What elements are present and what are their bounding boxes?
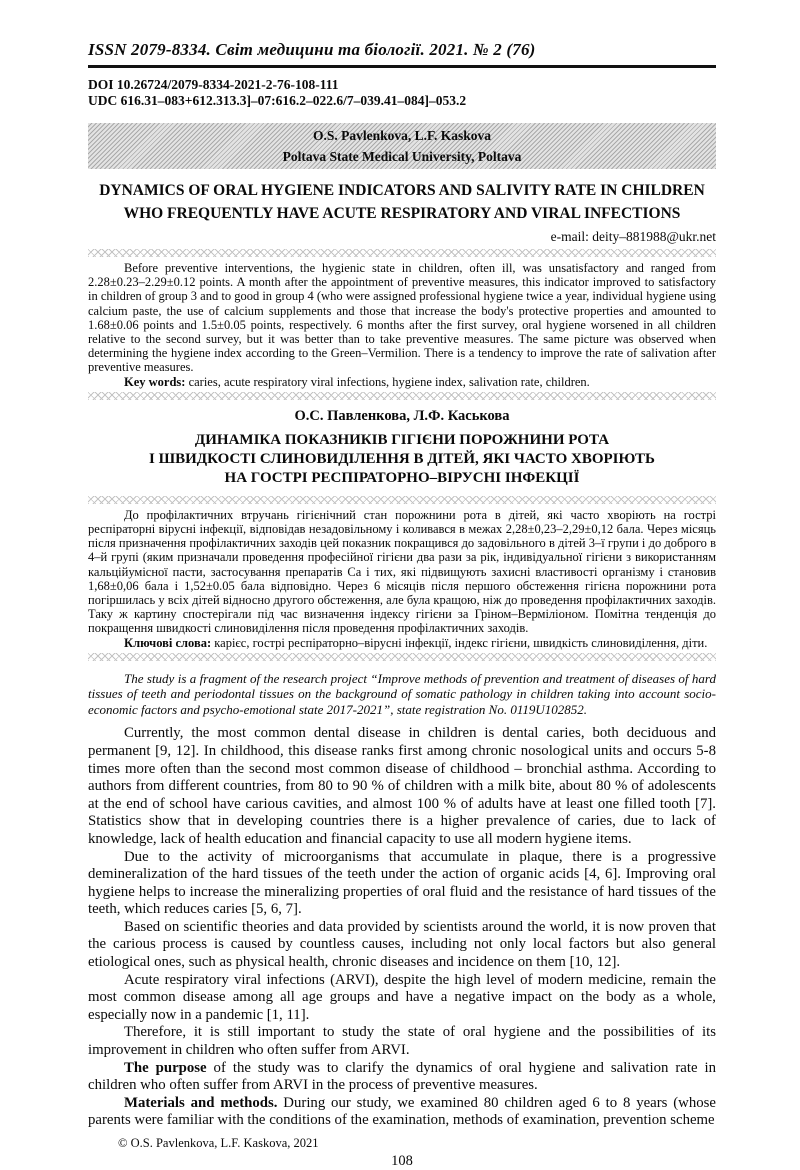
paragraph-lead: Materials and methods. <box>124 1094 278 1111</box>
zigzag-divider <box>88 392 716 400</box>
authors-ua: О.С. Павленкова, Л.Ф. Каськова <box>294 407 510 424</box>
paragraph-text: of the study was to clarify the dynamics of oral hygiene and salivation rate in children who often suffer from ARVI in the process of preventive measures. <box>88 1059 716 1094</box>
keywords-ua-text: карієс, гострі респіраторно–вірусні інфекції, індекс гігієни, швидкість слиновиділення, діти. <box>211 635 708 650</box>
affiliation-en: Poltava State Medical University, Poltava <box>282 149 522 164</box>
journal-running-head: ISSN 2079-8334. Світ медицини та біології. 2021. № 2 (76) <box>88 40 716 68</box>
title-ua-line: ДИНАМІКА ПОКАЗНИКІВ ГІГІЄНИ ПОРОЖНИНИ РОТА <box>194 431 610 448</box>
paragraph <box>88 972 716 1025</box>
keywords-en-text: caries, acute respiratory viral infections, hygiene index, salivation rate, children. <box>185 374 590 389</box>
paragraph-text: Currently, the most common dental disease in children is dental caries, both deciduous and permanent [9, 12]. In childhood, this disease ranks first among chronic nosological units and occurs 5-8 times more often than the second most common disease of childhood – bronchial asthma. According to authors from different countries, from 80 to 90 % of children with a milk bite, about 80 % of adolescents at the end of school have carious cavities, and almost 100 % of adults have at least one filled tooth [7]. Statistics show that in developing countries there is a higher prevalence of caries, due to lack of knowledge, lack of health education and financial capacity to use all modern hygiene items. <box>88 725 716 847</box>
paragraph-text: During our study, we examined 80 children aged 6 to 8 years (whose parents were familiar with the conditions of the examination, methods of examination, prevention scheme <box>88 1094 716 1129</box>
abstract-ua-text: До профілактичних втручань гігієнічний стан порожнини рота в дітей, які часто хворіють на гострі респіраторні вірусні інфекції, відповідав незадовільному і коливався в межах 2,28±0,23–2,29±0,12 бала. Через місяць після призначення профілактичних заходів цей показник покращився до задовільного в дітей 3–ї групи і до доброго в 4–й групі (яким призначали проведення професійної гігієни два рази за рік, індивідуальної гігієни з використанням кальційумісної пасти, застосування препаратів Са і тих, які підвищують захисні властивості організму і становив 1,68±0,06 бала і 1,52±0.05 бала відповідно. Через 6 місяців після першого обстеження гігієна порожнини рота погіршилась у всіх дітей відносно другого обстеження, але була кращою, ніж до проведення профілактичних заходів. Таку ж картину спостерігали під час визначення індексу гігієни за Гріном–Верміліоном. Помітна тенденція до покращення швидкості слиновиділення після проведення профілактичних заходів. <box>88 507 716 636</box>
paragraph <box>88 919 716 972</box>
keywords-ua-line <box>88 636 716 650</box>
copyright-line: © O.S. Pavlenkova, L.F. Kaskova, 2021 <box>118 1136 319 1151</box>
paragraph-text: Based on scientific theories and data provided by scientists around the world, it is now proven that the carious process is caused by countless causes, including not only local factors but also general etiological ones, such as physical health, chronic diseases and incidence on them [10, 12]. <box>88 918 716 971</box>
zigzag-divider <box>88 496 716 504</box>
keywords-ua-label: Ключові слова: <box>124 635 212 650</box>
udc-line: UDC 616.31–083+612.313.3]–07:616.2–022.6/7–039.41–084]–053.2 <box>88 92 467 108</box>
article-body <box>88 725 716 1130</box>
keywords-en-line <box>88 375 716 389</box>
doi-line: DOI 10.26724/2079-8334-2021-2-76-108-111 <box>88 77 339 92</box>
paragraph-text: Therefore, it is still important to study the state of oral hygiene and the possibilities of its improvement in children who often suffer from ARVI. <box>88 1024 716 1059</box>
paragraph-text: Acute respiratory viral infections (ARVI), despite the high level of modern medicine, remain the most common disease among all age groups and have a negative impact on the body as a whole, especially now in a pandemic [1, 11]. <box>88 971 716 1023</box>
paragraph-lead: The purpose <box>124 1059 207 1076</box>
paragraph <box>88 1024 716 1059</box>
abstract-ua <box>88 508 716 636</box>
authors-affiliation-box <box>88 123 716 169</box>
zigzag-divider <box>88 653 716 661</box>
article-title-en: DYNAMICS OF ORAL HYGIENE INDICATORS AND SALIVITY RATE IN CHILDREN WHO FREQUENTLY HAVE ACUTE RESPIRATORY AND VIRAL INFECTIONS <box>99 182 705 222</box>
title-ua-line: НА ГОСТРІ РЕСПІРАТОРНО–ВІРУСНІ ІНФЕКЦІЇ <box>224 469 580 486</box>
title-ua-line: І ШВИДКОСТІ СЛИНОВИДІЛЕННЯ В ДІТЕЙ, ЯКІ ЧАСТО ХВОРІЮТЬ <box>149 450 655 467</box>
paragraph <box>88 849 716 919</box>
authors-en: O.S. Pavlenkova, L.F. Kaskova <box>312 128 492 143</box>
paragraph <box>88 725 716 848</box>
paragraph <box>88 1095 716 1130</box>
abstract-en-text: Before preventive interventions, the hygienic state in children, often ill, was unsatisfactory and ranged from 2.28±0.23–2.29±0.12 points. A month after the appointment of preventive measures, this indicator improved to satisfactory in children of group 3 and to good in group 4 (who were assigned professional hygiene twice a year, individual hygiene using calcium paste, the use of calcium supplements and those that increase the body's protective properties and amounted to 1.68±0.06 points and 1.5±0.05 points, respectively. 6 months after the first survey, oral hygiene worsened in all children relative to the second survey, but it was better than to take preventive measures. The same picture was observed when determining the hygiene index according to the Green–Vermilion. There is a tendency to improve the rate of salivation after preventive measures. <box>88 261 716 375</box>
contact-email: e-mail: deity–881988@ukr.net <box>550 229 716 244</box>
abstract-en <box>88 261 716 375</box>
paragraph-text: Due to the activity of microorganisms that accumulate in plaque, there is a progressive demineralization of the hard tissues of the teeth under the action of organic acids [4, 6]. Improving oral hygiene helps to increase the mineralizing properties of oral fluid and the resistance of hard tissues of the teeth, which reduces caries [5, 6, 7]. <box>88 848 716 918</box>
page-number: 108 <box>391 1153 413 1170</box>
zigzag-divider <box>88 249 716 257</box>
article-title-ua <box>88 431 716 488</box>
research-project-note: The study is a fragment of the research project “Improve methods of prevention and treatment of diseases of hard tissues of teeth and periodontal tissues on the background of somatic pathology in children taking into account socio-economic factors and psycho-emotional state 2017-2021”, state registration No. 0119U102852. <box>88 670 716 717</box>
keywords-en-label: Key words: <box>124 374 186 389</box>
paragraph <box>88 1060 716 1095</box>
